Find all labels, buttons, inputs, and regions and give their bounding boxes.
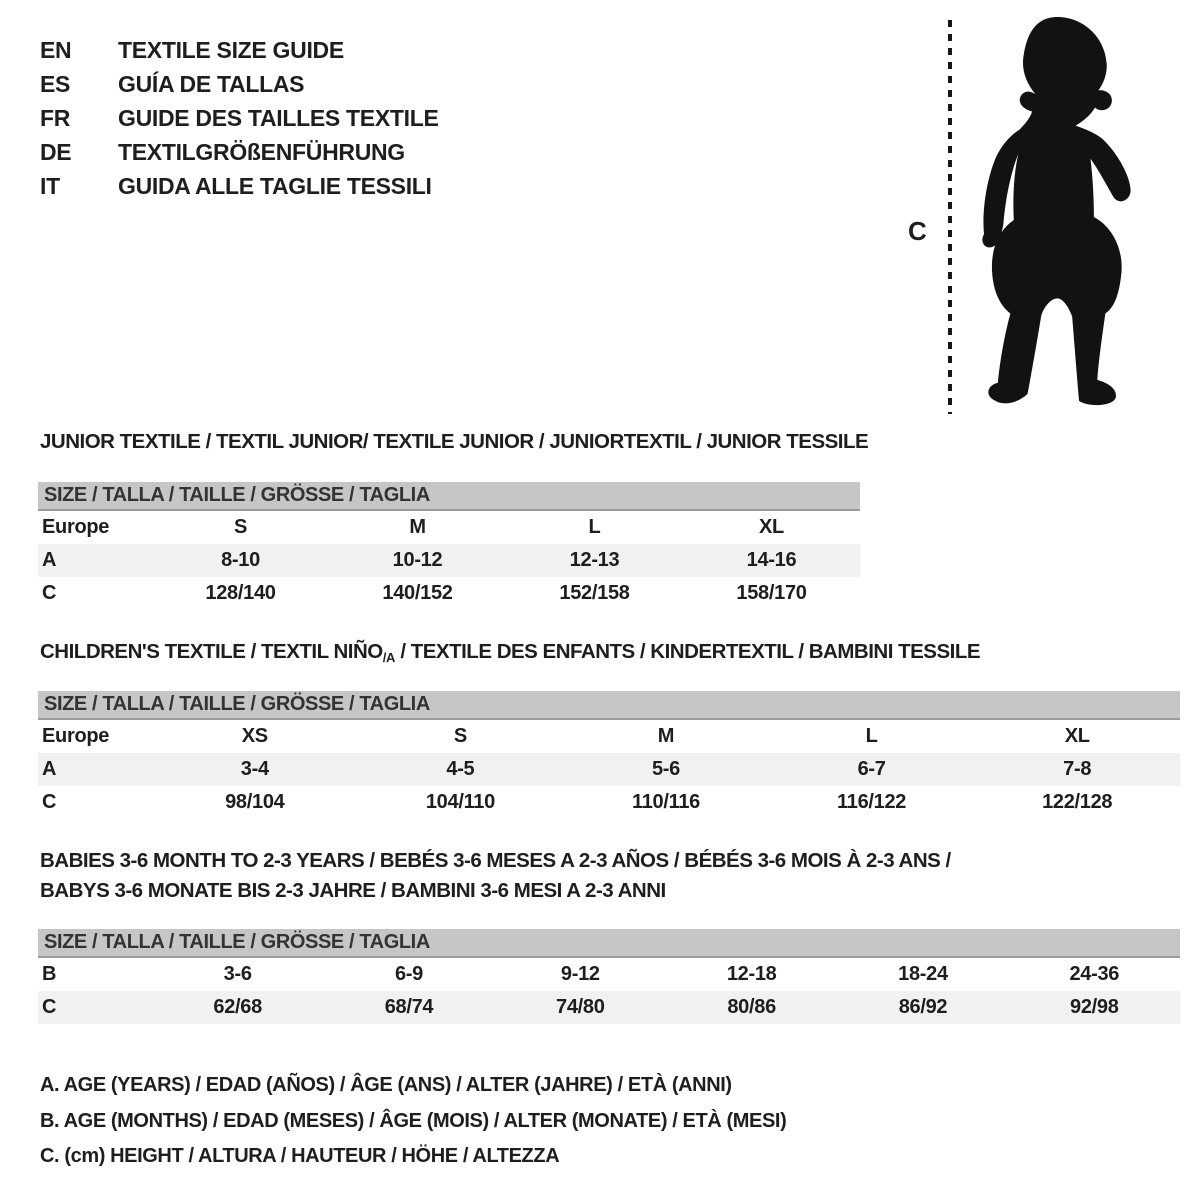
region-label: Europe — [42, 516, 110, 538]
language-title: GUIDE DES TAILLES TEXTILE — [118, 104, 439, 131]
months-value: 6-9 — [394, 963, 423, 985]
language-row-fr — [40, 101, 439, 135]
language-row-it — [40, 169, 439, 203]
months-value: 24-36 — [1069, 963, 1120, 985]
babies-title-line1: BABIES 3-6 MONTH TO 2-3 YEARS / BEBÉS 3-6 MESES A 2-3 AÑOS / BÉBÉS 3-6 MOIS À 2-3 ANS / — [40, 849, 951, 872]
language-list — [40, 33, 439, 203]
language-title: GUIDA ALLE TAGLIE TESSILI — [118, 172, 432, 199]
size-column: S — [453, 725, 467, 747]
toddler-silhouette-icon — [952, 12, 1158, 414]
age-value: 4-5 — [446, 758, 475, 780]
height-value: 104/110 — [425, 791, 495, 813]
height-value: 62/68 — [213, 996, 262, 1018]
height-value: 92/98 — [1070, 996, 1119, 1018]
height-value: 158/170 — [736, 582, 807, 604]
babies-months-row — [38, 958, 1180, 991]
children-section-title — [40, 640, 980, 664]
row-label: C — [42, 791, 57, 813]
height-value: 110/116 — [631, 791, 700, 813]
size-column: M — [657, 725, 675, 747]
language-title: TEXTILE SIZE GUIDE — [118, 36, 344, 63]
language-code: DE — [40, 138, 72, 165]
size-column: XL — [1064, 725, 1090, 747]
children-columns-row — [38, 720, 1180, 753]
months-value: 9-12 — [560, 963, 600, 985]
row-label: A — [42, 758, 57, 780]
size-column: XL — [759, 516, 784, 538]
children-title-post: / TEXTILE DES ENFANTS / KINDERTEXTIL / BAMBINI TESSILE — [395, 640, 981, 663]
height-value: 68/74 — [384, 996, 434, 1018]
language-row-en — [40, 33, 439, 67]
height-measure-label: C — [908, 216, 927, 246]
months-value: 12-18 — [726, 963, 777, 985]
language-code: FR — [40, 104, 71, 131]
legend — [40, 1068, 786, 1175]
junior-section-title: JUNIOR TEXTILE / TEXTIL JUNIOR/ TEXTILE JUNIOR / JUNIORTEXTIL / JUNIOR TESSILE — [40, 430, 869, 453]
height-value: 80/86 — [727, 996, 776, 1018]
legend-line-c: C. (cm) HEIGHT / ALTURA / HAUTEUR / HÖHE / ALTEZZA — [40, 1145, 560, 1167]
row-label: C — [42, 996, 57, 1018]
age-value: 6-7 — [857, 758, 886, 780]
age-value: 10-12 — [392, 549, 443, 571]
junior-height-row — [38, 577, 860, 610]
children-height-row — [38, 786, 1180, 819]
language-code: ES — [40, 70, 71, 97]
children-size-table — [38, 691, 1180, 819]
language-code: EN — [40, 36, 72, 63]
children-age-row — [38, 753, 1180, 786]
age-value: 7-8 — [1063, 758, 1092, 780]
babies-section-title — [40, 846, 951, 906]
height-value: 140/152 — [382, 582, 453, 604]
size-column: L — [865, 725, 878, 747]
language-code: IT — [40, 172, 60, 199]
height-value: 128/140 — [205, 582, 276, 604]
language-title: TEXTILGRÖßENFÜHRUNG — [118, 138, 405, 165]
babies-size-table — [38, 929, 1180, 1024]
height-value: 98/104 — [225, 791, 285, 813]
babies-title-line2: BABYS 3-6 MONATE BIS 2-3 JAHRE / BAMBINI 3-6 MESI A 2-3 ANNI — [40, 879, 666, 902]
size-column: M — [409, 516, 426, 538]
height-value: 86/92 — [898, 996, 948, 1018]
age-value: 3-4 — [240, 758, 269, 780]
legend-line-b: B. AGE (MONTHS) / EDAD (MESES) / ÂGE (MOIS) / ALTER (MONATE) / ETÀ (MESI) — [40, 1109, 787, 1132]
months-value: 3-6 — [223, 963, 252, 985]
size-column: L — [588, 516, 601, 538]
height-value: 152/158 — [559, 582, 630, 604]
junior-age-row — [38, 544, 860, 577]
height-value: 74/80 — [556, 996, 605, 1018]
row-label: C — [42, 582, 57, 604]
age-value: 14-16 — [746, 549, 797, 571]
junior-columns-row — [38, 511, 860, 544]
babies-height-row — [38, 991, 1180, 1024]
children-title-subscript: /A — [382, 650, 396, 665]
row-label: B — [42, 963, 57, 985]
size-column: S — [233, 516, 248, 538]
junior-size-table — [38, 482, 860, 610]
language-row-de — [40, 135, 439, 169]
height-value: 122/128 — [1042, 791, 1113, 813]
language-row-es — [40, 67, 439, 101]
region-label: Europe — [42, 725, 110, 747]
junior-size-header-bar: SIZE / TALLA / TAILLE / GRÖSSE / TAGLIA — [38, 482, 860, 511]
children-title-pre: CHILDREN'S TEXTILE / TEXTIL NIÑO — [40, 640, 383, 663]
babies-size-header-bar: SIZE / TALLA / TAILLE / GRÖSSE / TAGLIA — [38, 929, 1180, 958]
height-value: 116/122 — [837, 791, 907, 813]
age-value: 12-13 — [569, 549, 620, 571]
legend-line-a: A. AGE (YEARS) / EDAD (AÑOS) / ÂGE (ANS) / ALTER (JAHRE) / ETÀ (ANNI) — [40, 1074, 732, 1096]
age-value: 8-10 — [221, 549, 260, 571]
months-value: 18-24 — [898, 963, 948, 985]
age-value: 5-6 — [651, 758, 680, 780]
row-label: A — [42, 549, 57, 571]
children-size-header-bar: SIZE / TALLA / TAILLE / GRÖSSE / TAGLIA — [38, 691, 1180, 720]
language-title: GUÍA DE TALLAS — [118, 70, 305, 97]
size-column: XS — [241, 725, 268, 747]
